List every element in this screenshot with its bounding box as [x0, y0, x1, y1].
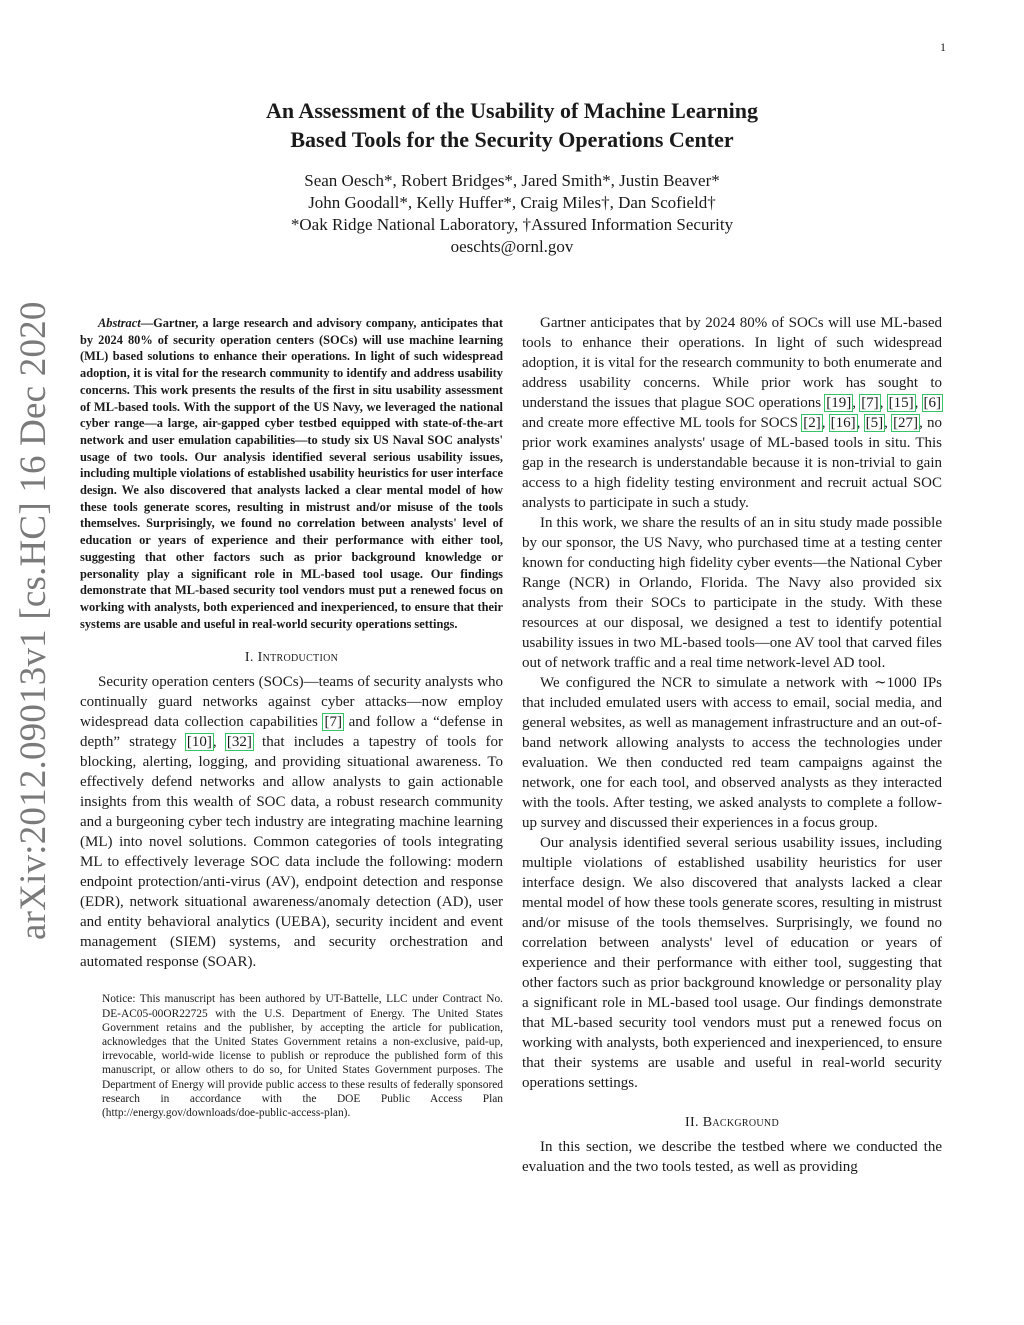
body-paragraph: In this work, we share the results of an in situ study made possible by our sponsor, the US Navy, who purchased time at a testing center known for conducting high fidelity cyber events—the National Cyber Range (NCR) in Orlando, Florida. The Navy also provided six analysts from their SOCs to participate in the study. With these resources at our disposal, we designed a test to identify potential usability issues in two ML-based tools—one AV tool that carved files out of network traffic and a real time network-level AD tool. [522, 515, 942, 671]
abstract [80, 315, 503, 632]
citation-link[interactable]: [32] [226, 734, 252, 751]
citation-link[interactable]: [19] [826, 395, 852, 411]
citation-link[interactable]: [15] [888, 395, 914, 411]
section-number: I. [244, 650, 254, 666]
left-column [80, 315, 503, 1120]
author-line-1: Sean Oesch*, Robert Bridges*, Jared Smith*, Justin Beaver* [304, 171, 720, 190]
body-paragraph: Gartner anticipates that by 2024 80% of SOCs will use ML-based tools to enhance their operations. In light of such widespread adoption, it is vital for the research community to both enumerate and address usability concerns. While prior work has sought to understand the issues that plague SOC operations [19], [7], [15], [6] and create more effective ML tools for SOCS [2], [16], [5], [27], no prior work examines analysts' usage of ML-based tools in situ. This gap in the research is understandable because it is non-trivial to gain access to a high fidelity testing environment and recruit actual SOC analysts to participate in such a study. [522, 315, 943, 511]
section-title: Background [702, 1115, 779, 1130]
section-title: Introduction [257, 650, 339, 666]
citation-link[interactable]: [16] [830, 415, 856, 431]
page-number: 1 [940, 40, 946, 54]
intro-paragraph: Security operation centers (SOCs)—teams of security analysts who continually guard networks against cyber attacks—now employ widespread data collection capabilities [7] and follow a “defense in depth” strategy [10], [32] that includes a tapestry of tools for blocking, alerting, logging, and providing situational awareness. To effectively defend networks and allow analysts to gain actionable insights from this wealth of SOC data, a robust research community and a burgeoning cyber tech industry are integrating machine learning (ML) into novel solutions. Common categories of tools integrating ML to effectively leverage SOC data include the following: modern endpoint protection/anti-virus (AV), endpoint detection and response (EDR), network situational awareness/anomaly detection (AD), user and entity behavioral analytics (UEBA), security incident and event management (SIEM) systems, and security orchestration and automated response (SOAR). [80, 674, 504, 971]
body-paragraph: We configured the NCR to simulate a network with ∼1000 IPs that included emulated users with access to email, social media, and general websites, as well as management infrastructure and an out-of-band network allowing analysts to access the technologies under evaluation. We then conducted red team campaigns against the network, one for each tool, and observed analysts as they interacted with the tools. After testing, we asked analysts to complete a follow-up survey and discussed their experiences in a focus group. [522, 675, 942, 831]
citation-link[interactable]: [6] [923, 395, 942, 411]
affiliations: *Oak Ridge National Laboratory, †Assured Information Security [290, 215, 734, 234]
citation-link[interactable]: [10] [186, 734, 212, 751]
abstract-text: —Gartner, a large research and advisory company, anticipates that by 2024 80% of security operation centers (SOCs) will use machine learning (ML) based solutions to enhance their operations. In light of such widespread adoption, it is vital for the research community to identify and address usability concerns. This work presents the results of the first in situ usability assessment of ML-based tools. With the support of the US Navy, we leveraged the national cyber range—a large, air-gapped cyber testbed equipped with state-of-the-art network and user emulation capabilities—to study six US Naval SOC analysts' usage of two tools. Our analysis identified several serious usability issues, including multiple violations of established usability heuristics for user interface design. We also discovered that analysts lacked a clear mental model of how these tools generate scores, resulting in mistrust and/or misuse of the tools themselves. Surprisingly, we found no correlation between analysts' level of education or years of experience and their performance with either tool, suggesting that other factors such as prior background knowledge or personality play a significant role in ML-based tool usage. Our findings demonstrate that ML-based security tool vendors must put a renewed focus on working with analysts, both experienced and inexperienced, to ensure that their systems are usable and useful in real-world security operations settings. [80, 316, 503, 631]
title-line-1: An Assessment of the Usability of Machine Learning [266, 98, 758, 123]
right-column [522, 313, 942, 1177]
author-block [0, 170, 1024, 258]
body-paragraph: In this section, we describe the testbed where we conducted the evaluation and the two tools tested, as well as providing [522, 1139, 942, 1175]
section-number: II. [685, 1115, 699, 1130]
citation-link[interactable]: [7] [324, 714, 342, 731]
section-heading-introduction [80, 650, 503, 666]
citation-link[interactable]: [7] [861, 395, 879, 411]
abstract-lead: Abstract [98, 316, 141, 330]
title-line-2: Based Tools for the Security Operations Center [290, 127, 734, 152]
citation-link[interactable]: [27] [893, 415, 919, 431]
section-heading-background [522, 1115, 942, 1131]
email[interactable]: oeschts@ornl.gov [450, 237, 574, 256]
notice-footnote: Notice: This manuscript has been authored by UT-Battelle, LLC under Contract No. DE-AC05-00OR22725 with the U.S. Department of Energy. The United States Government retains and the publisher, by accepting the article for publication, acknowledges that the United States Government retains a non-exclusive, paid-up, irrevocable, world-wide license to publish or reproduce the published form of this manuscript, or allow others to do so, for United States Government purposes. The Department of Energy will provide public access to these results of federally sponsored research in accordance with the DOE Public Access Plan (http://energy.gov/downloads/doe-public-access-plan). [102, 993, 503, 1119]
citation-link[interactable]: [2] [803, 415, 821, 431]
paper-title [0, 96, 1024, 154]
citation-link[interactable]: [5] [865, 415, 884, 431]
body-paragraph: Our analysis identified several serious usability issues, including multiple violations of established usability heuristics for user interface design. We also discovered that analysts lacked a clear mental model of how these tools generate scores, resulting in mistrust and/or misuse of the tools themselves. Surprisingly, we found no correlation between analysts' level of education or years of experience and their performance with either tool, suggesting that other factors such as prior background knowledge or personality play a significant role in ML-based tool usage. Our findings demonstrate that ML-based security tool vendors must put a renewed focus on working with analysts, both experienced and inexperienced, to ensure that their systems are usable and useful in real-world security operations settings. [522, 835, 942, 1091]
arxiv-watermark: arXiv:2012.09013v1 [cs.HC] 16 Dec 2020 [13, 301, 54, 940]
author-line-2: John Goodall*, Kelly Huffer*, Craig Miles†, Dan Scofield† [308, 193, 716, 212]
